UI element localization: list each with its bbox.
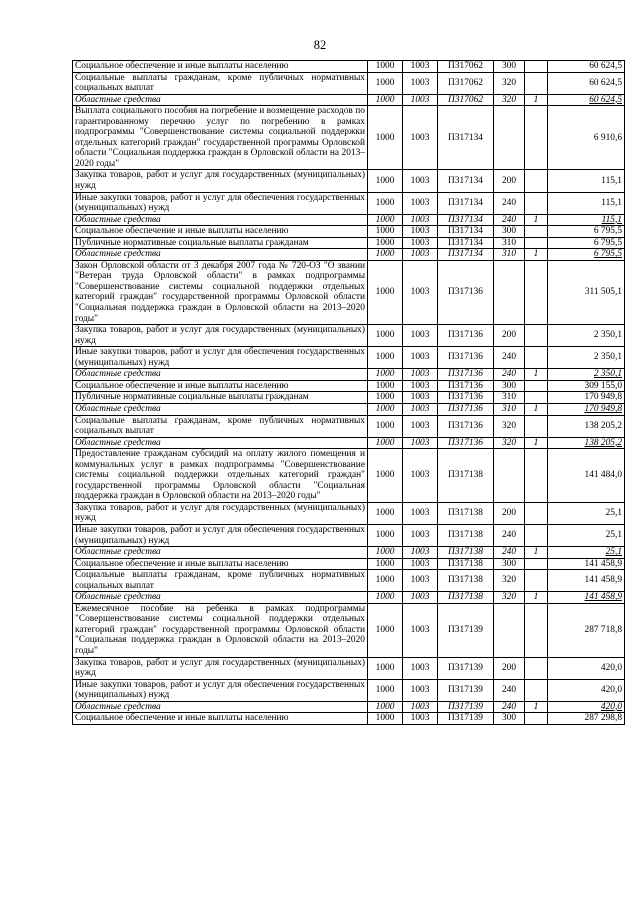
subsection-code-cell: 1003 <box>403 170 438 192</box>
section-code-cell: 1000 <box>368 657 403 679</box>
section-code-cell: 1000 <box>368 592 403 604</box>
table-row <box>73 415 625 437</box>
target-article-cell: П317139 <box>438 657 494 679</box>
funding-source-cell <box>525 415 548 437</box>
amount-cell: 25,1 <box>548 524 625 546</box>
amount-cell: 170 949,8 <box>548 392 625 404</box>
section-code-cell: 1000 <box>368 679 403 701</box>
table-row <box>73 502 625 524</box>
budget-table-body <box>73 61 625 725</box>
target-article-cell: П317138 <box>438 558 494 570</box>
subsection-code-cell: 1003 <box>403 237 438 249</box>
row-name-cell: Областные средства <box>73 403 368 415</box>
section-code-cell: 1000 <box>368 701 403 713</box>
target-article-cell: П317138 <box>438 570 494 592</box>
table-row <box>73 437 625 449</box>
amount-cell: 2 350,1 <box>548 325 625 347</box>
row-name-cell: Предоставление гражданам субсидий на оплату жилого помещения и коммунальных услуг в рамках подпрограммы "Совершенствование системы социальной поддержки отдельных категорий граждан" государственной программы Орловской области "Социальная поддержка граждан в Орловской области на 2013–2020 годы" <box>73 449 368 503</box>
funding-source-cell <box>525 713 548 725</box>
amount-cell: 6 910,6 <box>548 106 625 170</box>
target-article-cell: П317138 <box>438 524 494 546</box>
funding-source-cell <box>525 226 548 238</box>
expense-type-cell: 300 <box>494 61 525 73</box>
subsection-code-cell: 1003 <box>403 325 438 347</box>
section-code-cell: 1000 <box>368 61 403 73</box>
funding-source-cell <box>525 106 548 170</box>
amount-cell: 420,0 <box>548 657 625 679</box>
subsection-code-cell: 1003 <box>403 502 438 524</box>
row-name-cell: Социальное обеспечение и иные выплаты населению <box>73 61 368 73</box>
expense-type-cell: 240 <box>494 547 525 559</box>
section-code-cell: 1000 <box>368 558 403 570</box>
target-article-cell: П317136 <box>438 437 494 449</box>
table-row <box>73 679 625 701</box>
funding-source-cell <box>525 657 548 679</box>
expense-type-cell: 240 <box>494 192 525 214</box>
row-name-cell: Иные закупки товаров, работ и услуг для обеспечения государственных (муниципальных) нужд <box>73 679 368 701</box>
target-article-cell: П317139 <box>438 603 494 657</box>
subsection-code-cell: 1003 <box>403 713 438 725</box>
target-article-cell: П317134 <box>438 214 494 226</box>
amount-cell: 60 624,5 <box>548 72 625 94</box>
section-code-cell: 1000 <box>368 249 403 261</box>
target-article-cell: П317136 <box>438 325 494 347</box>
subsection-code-cell: 1003 <box>403 249 438 261</box>
table-row <box>73 369 625 381</box>
table-row <box>73 713 625 725</box>
funding-source-cell <box>525 524 548 546</box>
target-article-cell: П317136 <box>438 415 494 437</box>
row-name-cell: Ежемесячное пособие на ребенка в рамках подпрограммы "Совершенствование системы социальной поддержки отдельных категорий граждан" государственной программы Орловской области "Социальная поддержка граждан в Орловской области на 2013–2020 годы" <box>73 603 368 657</box>
section-code-cell: 1000 <box>368 415 403 437</box>
subsection-code-cell: 1003 <box>403 192 438 214</box>
table-row <box>73 226 625 238</box>
funding-source-cell <box>525 570 548 592</box>
amount-cell: 6 795,5 <box>548 249 625 261</box>
expense-type-cell: 240 <box>494 679 525 701</box>
section-code-cell: 1000 <box>368 449 403 503</box>
table-row <box>73 214 625 226</box>
section-code-cell: 1000 <box>368 94 403 106</box>
expense-type-cell: 240 <box>494 369 525 381</box>
target-article-cell: П317138 <box>438 449 494 503</box>
amount-cell: 60 624,5 <box>548 61 625 73</box>
expense-type-cell: 310 <box>494 403 525 415</box>
section-code-cell: 1000 <box>368 170 403 192</box>
target-article-cell: П317062 <box>438 61 494 73</box>
amount-cell: 115,1 <box>548 214 625 226</box>
table-row <box>73 237 625 249</box>
row-name-cell: Областные средства <box>73 369 368 381</box>
section-code-cell: 1000 <box>368 237 403 249</box>
subsection-code-cell: 1003 <box>403 558 438 570</box>
subsection-code-cell: 1003 <box>403 347 438 369</box>
expense-type-cell: 240 <box>494 214 525 226</box>
expense-type-cell: 200 <box>494 170 525 192</box>
row-name-cell: Социальные выплаты гражданам, кроме публичных нормативных социальных выплат <box>73 570 368 592</box>
funding-source-cell <box>525 449 548 503</box>
section-code-cell: 1000 <box>368 713 403 725</box>
table-row <box>73 547 625 559</box>
subsection-code-cell: 1003 <box>403 679 438 701</box>
row-name-cell: Социальные выплаты гражданам, кроме публичных нормативных социальных выплат <box>73 72 368 94</box>
amount-cell: 311 505,1 <box>548 260 625 324</box>
amount-cell: 287 718,8 <box>548 603 625 657</box>
amount-cell: 141 458,9 <box>548 592 625 604</box>
section-code-cell: 1000 <box>368 260 403 324</box>
target-article-cell: П317134 <box>438 237 494 249</box>
expense-type-cell <box>494 260 525 324</box>
funding-source-cell <box>525 170 548 192</box>
table-row <box>73 106 625 170</box>
row-name-cell: Закупка товаров, работ и услуг для государственных (муниципальных) нужд <box>73 325 368 347</box>
expense-type-cell: 320 <box>494 570 525 592</box>
expense-type-cell: 240 <box>494 347 525 369</box>
subsection-code-cell: 1003 <box>403 214 438 226</box>
amount-cell: 420,0 <box>548 701 625 713</box>
row-name-cell: Закон Орловской области от 3 декабря 2007 года № 720-ОЗ "О звании "Ветеран труда Орловской области" в рамках подпрограммы "Совершенствование системы социальной поддержки отдельных категорий граждан" государственной программы Орловской области "Социальная поддержка граждан в Орловской области на 2013–2020 годы" <box>73 260 368 324</box>
expense-type-cell: 200 <box>494 657 525 679</box>
target-article-cell: П317134 <box>438 106 494 170</box>
amount-cell: 287 298,8 <box>548 713 625 725</box>
section-code-cell: 1000 <box>368 347 403 369</box>
row-name-cell: Иные закупки товаров, работ и услуг для обеспечения государственных (муниципальных) нужд <box>73 347 368 369</box>
expense-type-cell: 240 <box>494 701 525 713</box>
section-code-cell: 1000 <box>368 437 403 449</box>
row-name-cell: Областные средства <box>73 592 368 604</box>
expense-type-cell: 300 <box>494 713 525 725</box>
table-row <box>73 403 625 415</box>
amount-cell: 25,1 <box>548 502 625 524</box>
table-row <box>73 449 625 503</box>
section-code-cell: 1000 <box>368 570 403 592</box>
amount-cell: 170 949,8 <box>548 403 625 415</box>
target-article-cell: П317134 <box>438 170 494 192</box>
target-article-cell: П317139 <box>438 679 494 701</box>
table-row <box>73 657 625 679</box>
expense-type-cell: 240 <box>494 524 525 546</box>
expense-type-cell <box>494 449 525 503</box>
section-code-cell: 1000 <box>368 502 403 524</box>
row-name-cell: Социальные выплаты гражданам, кроме публичных нормативных социальных выплат <box>73 415 368 437</box>
target-article-cell: П317062 <box>438 94 494 106</box>
amount-cell: 6 795,5 <box>548 237 625 249</box>
amount-cell: 2 350,1 <box>548 369 625 381</box>
expense-type-cell: 200 <box>494 502 525 524</box>
funding-source-cell <box>525 392 548 404</box>
expense-type-cell: 310 <box>494 237 525 249</box>
table-row <box>73 701 625 713</box>
table-row <box>73 592 625 604</box>
table-row <box>73 603 625 657</box>
funding-source-cell: 1 <box>525 701 548 713</box>
subsection-code-cell: 1003 <box>403 415 438 437</box>
target-article-cell: П317062 <box>438 72 494 94</box>
funding-source-cell: 1 <box>525 437 548 449</box>
table-row <box>73 347 625 369</box>
section-code-cell: 1000 <box>368 106 403 170</box>
expense-type-cell: 320 <box>494 415 525 437</box>
table-row <box>73 260 625 324</box>
row-name-cell: Областные средства <box>73 547 368 559</box>
amount-cell: 309 155,0 <box>548 380 625 392</box>
row-name-cell: Закупка товаров, работ и услуг для государственных (муниципальных) нужд <box>73 502 368 524</box>
funding-source-cell <box>525 347 548 369</box>
funding-source-cell: 1 <box>525 94 548 106</box>
subsection-code-cell: 1003 <box>403 106 438 170</box>
funding-source-cell <box>525 260 548 324</box>
table-row <box>73 570 625 592</box>
funding-source-cell <box>525 679 548 701</box>
subsection-code-cell: 1003 <box>403 603 438 657</box>
amount-cell: 141 458,9 <box>548 570 625 592</box>
expense-type-cell: 320 <box>494 437 525 449</box>
target-article-cell: П317136 <box>438 347 494 369</box>
subsection-code-cell: 1003 <box>403 403 438 415</box>
funding-source-cell <box>525 72 548 94</box>
funding-source-cell <box>525 558 548 570</box>
subsection-code-cell: 1003 <box>403 547 438 559</box>
subsection-code-cell: 1003 <box>403 701 438 713</box>
section-code-cell: 1000 <box>368 392 403 404</box>
target-article-cell: П317136 <box>438 260 494 324</box>
section-code-cell: 1000 <box>368 547 403 559</box>
expense-type-cell: 300 <box>494 226 525 238</box>
target-article-cell: П317138 <box>438 502 494 524</box>
expense-type-cell: 200 <box>494 325 525 347</box>
funding-source-cell <box>525 61 548 73</box>
section-code-cell: 1000 <box>368 72 403 94</box>
table-row <box>73 249 625 261</box>
subsection-code-cell: 1003 <box>403 61 438 73</box>
expense-type-cell: 320 <box>494 94 525 106</box>
row-name-cell: Социальное обеспечение и иные выплаты населению <box>73 558 368 570</box>
funding-source-cell: 1 <box>525 369 548 381</box>
amount-cell: 420,0 <box>548 679 625 701</box>
funding-source-cell <box>525 192 548 214</box>
table-row <box>73 558 625 570</box>
target-article-cell: П317136 <box>438 369 494 381</box>
amount-cell: 2 350,1 <box>548 347 625 369</box>
subsection-code-cell: 1003 <box>403 570 438 592</box>
section-code-cell: 1000 <box>368 369 403 381</box>
subsection-code-cell: 1003 <box>403 94 438 106</box>
target-article-cell: П317139 <box>438 713 494 725</box>
target-article-cell: П317138 <box>438 592 494 604</box>
expense-type-cell: 300 <box>494 380 525 392</box>
funding-source-cell <box>525 603 548 657</box>
target-article-cell: П317134 <box>438 226 494 238</box>
row-name-cell: Иные закупки товаров, работ и услуг для обеспечения государственных (муниципальных) нужд <box>73 524 368 546</box>
amount-cell: 115,1 <box>548 170 625 192</box>
expense-type-cell: 310 <box>494 392 525 404</box>
expense-type-cell: 320 <box>494 72 525 94</box>
row-name-cell: Областные средства <box>73 94 368 106</box>
funding-source-cell <box>525 237 548 249</box>
target-article-cell: П317139 <box>438 701 494 713</box>
table-row <box>73 524 625 546</box>
expense-type-cell <box>494 603 525 657</box>
subsection-code-cell: 1003 <box>403 524 438 546</box>
subsection-code-cell: 1003 <box>403 657 438 679</box>
row-name-cell: Областные средства <box>73 437 368 449</box>
row-name-cell: Областные средства <box>73 214 368 226</box>
subsection-code-cell: 1003 <box>403 592 438 604</box>
funding-source-cell <box>525 325 548 347</box>
section-code-cell: 1000 <box>368 524 403 546</box>
target-article-cell: П317136 <box>438 380 494 392</box>
target-article-cell: П317136 <box>438 403 494 415</box>
table-row <box>73 170 625 192</box>
section-code-cell: 1000 <box>368 214 403 226</box>
row-name-cell: Областные средства <box>73 701 368 713</box>
subsection-code-cell: 1003 <box>403 449 438 503</box>
target-article-cell: П317134 <box>438 192 494 214</box>
row-name-cell: Публичные нормативные социальные выплаты гражданам <box>73 392 368 404</box>
section-code-cell: 1000 <box>368 403 403 415</box>
page-number: 82 <box>313 38 327 52</box>
amount-cell: 141 458,9 <box>548 558 625 570</box>
amount-cell: 6 795,5 <box>548 226 625 238</box>
row-name-cell: Публичные нормативные социальные выплаты гражданам <box>73 237 368 249</box>
amount-cell: 25,1 <box>548 547 625 559</box>
subsection-code-cell: 1003 <box>403 226 438 238</box>
target-article-cell: П317134 <box>438 249 494 261</box>
subsection-code-cell: 1003 <box>403 369 438 381</box>
row-name-cell: Областные средства <box>73 249 368 261</box>
amount-cell: 138 205,2 <box>548 437 625 449</box>
budget-table <box>72 60 625 725</box>
amount-cell: 141 484,0 <box>548 449 625 503</box>
subsection-code-cell: 1003 <box>403 380 438 392</box>
funding-source-cell: 1 <box>525 547 548 559</box>
table-row <box>73 392 625 404</box>
amount-cell: 115,1 <box>548 192 625 214</box>
table-row <box>73 72 625 94</box>
table-row <box>73 192 625 214</box>
row-name-cell: Иные закупки товаров, работ и услуг для обеспечения государственных (муниципальных) нужд <box>73 192 368 214</box>
subsection-code-cell: 1003 <box>403 72 438 94</box>
section-code-cell: 1000 <box>368 603 403 657</box>
section-code-cell: 1000 <box>368 192 403 214</box>
table-row <box>73 94 625 106</box>
row-name-cell: Закупка товаров, работ и услуг для государственных (муниципальных) нужд <box>73 657 368 679</box>
funding-source-cell: 1 <box>525 214 548 226</box>
table-row <box>73 380 625 392</box>
row-name-cell: Закупка товаров, работ и услуг для государственных (муниципальных) нужд <box>73 170 368 192</box>
amount-cell: 60 624,5 <box>548 94 625 106</box>
table-row <box>73 61 625 73</box>
funding-source-cell: 1 <box>525 403 548 415</box>
expense-type-cell: 310 <box>494 249 525 261</box>
row-name-cell: Выплата социального пособия на погребение и возмещение расходов по гарантированному перечню услуг по погребению в рамках подпрограммы "Совершенствование системы социальной поддержки отдельных категорий граждан" государственной программы Орловской области "Социальная поддержка граждан в Орловской области на 2013–2020 годы" <box>73 106 368 170</box>
subsection-code-cell: 1003 <box>403 437 438 449</box>
subsection-code-cell: 1003 <box>403 260 438 324</box>
amount-cell: 138 205,2 <box>548 415 625 437</box>
funding-source-cell <box>525 502 548 524</box>
section-code-cell: 1000 <box>368 380 403 392</box>
row-name-cell: Социальное обеспечение и иные выплаты населению <box>73 380 368 392</box>
target-article-cell: П317138 <box>438 547 494 559</box>
expense-type-cell: 300 <box>494 558 525 570</box>
row-name-cell: Социальное обеспечение и иные выплаты населению <box>73 713 368 725</box>
expense-type-cell <box>494 106 525 170</box>
funding-source-cell <box>525 380 548 392</box>
funding-source-cell: 1 <box>525 249 548 261</box>
subsection-code-cell: 1003 <box>403 392 438 404</box>
row-name-cell: Социальное обеспечение и иные выплаты населению <box>73 226 368 238</box>
funding-source-cell: 1 <box>525 592 548 604</box>
section-code-cell: 1000 <box>368 226 403 238</box>
target-article-cell: П317136 <box>438 392 494 404</box>
expense-type-cell: 320 <box>494 592 525 604</box>
table-row <box>73 325 625 347</box>
section-code-cell: 1000 <box>368 325 403 347</box>
